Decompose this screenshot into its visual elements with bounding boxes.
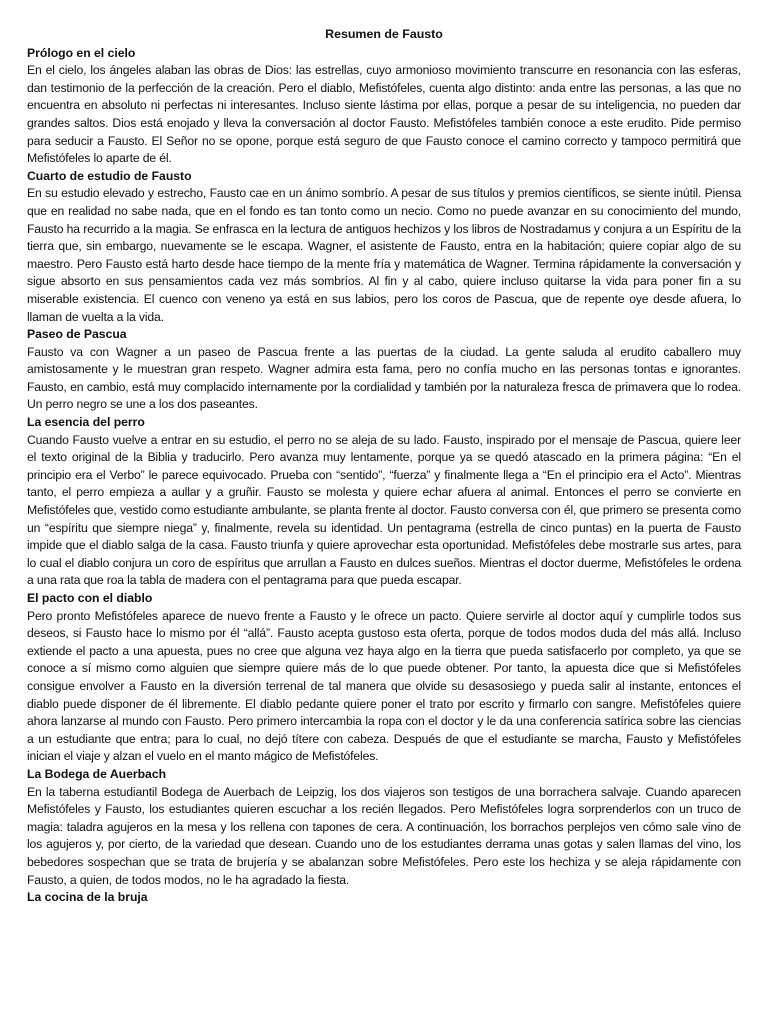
section-heading-pacto-con-el-diablo: El pacto con el diablo (27, 591, 153, 605)
section-heading-prologo: Prólogo en el cielo (27, 45, 136, 60)
section-body-esencia-del-perro: Cuando Fausto vuelve a entrar en su estudio, el perro no se aleja de su lado. Fausto, inspirado por el mensaje de Pascua, quiere leer el texto original de la Biblia y traducirlo. Pero avanza muy lentamente, porque ya se quedó atascado en la primera página: “En el principio era el Verbo” le parece equivocado. Prueba con “sentido”, “fuerza” y finalmente llega a “En el principio era el Acto”. Mientras tanto, el perro empieza a aullar y a gruñir. Fausto se molesta y quiere echar afuera al animal. Entonces el perro se convierte en Mefistófeles que, vestido como estudiante ambulante, se planta frente al doctor. Fausto conversa con él, que primero se presenta como un “espíritu que siempre niega” y, finalmente, revela su identidad. Un pentagrama (estrella de cinco puntas) en la puerta de Fausto impide que el diablo salga de la casa. Fausto triunfa y quiere aprovechar esta oportunidad. Mefistófeles debe mostrarle sus artes, para lo cual el diablo conjura un coro de espíritus que arrullan a Fausto en dulces sueños. Mientras el doctor duerme, Mefistófeles le ordena a una rata que roa la tabla de madera con el pentagrama para que pueda escapar. (27, 432, 741, 588)
section-heading-esencia-del-perro: La esencia del perro (27, 415, 145, 430)
section-body-paseo-de-pascua: Fausto va con Wagner a un paseo de Pascua frente a las puertas de la ciudad. La gente saluda al erudito caballero muy amistosamente y le muestran gran respeto. Wagner admira esta fama, pero no confía mucho en las personas tontas e ignorantes. Fausto, en cambio, está muy complacido internamente por la cordialidad y también por la naturaleza fresca de primavera que lo rodea. Un perro negro se une a los dos paseantes. (27, 344, 741, 412)
document-title: Resumen de Fausto (325, 27, 443, 41)
section-heading-cocina-de-la-bruja: La cocina de la bruja (27, 890, 148, 905)
section-heading-cuarto-de-estudio: Cuarto de estudio de Fausto (27, 168, 192, 183)
section-heading-paseo-de-pascua: Paseo de Pascua (27, 327, 127, 342)
section-body-cuarto-de-estudio: En su estudio elevado y estrecho, Fausto cae en un ánimo sombrío. A pesar de sus títulos y premios científicos, se siente inútil. Piensa que en realidad no sabe nada, que en el fondo es tan tonto como un necio. Como no puede avanzar en su conocimiento del mundo, Fausto ha recurrido a la magia. Se enfrasca en la lectura de antiguos hechizos y los libros de Nostradamus y conjura a un Espíritu de la tierra que, sin embargo, nuevamente se le escapa. Wagner, el asistente de Fausto, entra en la habitación; quiere copiar algo de su maestro. Pero Fausto está harto desde hace tiempo de la mente fría y matemática de Wagner. Termina rápidamente la conversación y sigue absorto en sus pensamientos cada vez más sombríos. Al fin y al cabo, quiere incluso quitarse la vida para poner fin a su miserable existencia. El cuenco con veneno ya está en sus labios, pero los coros de Pascua, que de repente oye desde afuera, lo llaman de vuelta a la vida. (27, 186, 741, 324)
section-heading-bodega-de-auerbach: La Bodega de Auerbach (27, 766, 167, 781)
section-body-prologo: En el cielo, los ángeles alaban las obras de Dios: las estrellas, cuyo armonioso movimiento transcurre en resonancia con las esferas, dan testimonio de la perfección de la creación. Pero el diablo, Mefistófeles, cuenta algo distinto: anda entre las personas, a las que no encuentra en absoluto ni perfectas ni interesantes. Incluso siente lástima por ellas, porque a pesar de su inteligencia, no pueden dar grandes saltos. Dios está enojado y lleva la conversación al doctor Fausto. Mefistófeles también conoce a este erudito. Pide permiso para seducir a Fausto. El Señor no se opone, porque está seguro de que Fausto conoce el camino correcto y tampoco permitirá que Mefistófeles lo aparte de él. (27, 63, 741, 166)
section-body-pacto-con-el-diablo: Pero pronto Mefistófeles aparece de nuevo frente a Fausto y le ofrece un pacto. Quiere servirle al doctor aquí y cumplirle todos sus deseos, si Fausto hace lo mismo por él “allá”. Fausto acepta gustoso esta oferta, porque de todos modos duda del más allá. Incluso extiende el pacto a una apuesta, pues no cree que alguna vez haya algo en la tierra que pueda satisfacerlo por completo, ya que se conoce a sí mismo como alguien que siempre quiere más de lo que puede obtener. Por tanto, la apuesta dice que si Mefistófeles consigue envolver a Fausto en la diversión terrenal de tal manera que olvide su desasosiego y pueda salir al instante, entonces el diablo puede disponer de él libremente. El diablo pedante quiere poner el trato por escrito y firmarlo con sangre. Mefistófeles quiere ahora lanzarse al mundo con Fausto. Pero primero intercambia la ropa con el doctor y le da una conferencia satírica sobre las ciencias a un estudiante que entra; para lo cual, no dejó títere con cabeza. Después de que el estudiante se marcha, Fausto y Mefistófeles inician el viaje y alzan el vuelo en el manto mágico de Mefistófeles. (27, 608, 741, 764)
document-page (27, 26, 741, 907)
section-body-bodega-de-auerbach: En la taberna estudiantil Bodega de Auerbach de Leipzig, los dos viajeros son testigos de una borrachera salvaje. Cuando aparecen Mefistófeles y Fausto, los estudiantes quieren escuchar a los recién llegados. Pero Mefistófeles logra sorprenderlos con un truco de magia: taladra agujeros en la mesa y los rellena con tapones de cera. A continuación, los borrachos perplejos ven cómo sale vino de los agujeros y, por cierto, de la variedad que desean. Cuando uno de los estudiantes derrama unas gotas y salen llamas del vino, los bebedores sospechan que se trata de brujería y se abalanzan sobre Mefistófeles. Pero este los hechiza y se aleja rápidamente con Fausto, a quien, de todos modos, no le ha agradado la fiesta. (27, 784, 741, 887)
